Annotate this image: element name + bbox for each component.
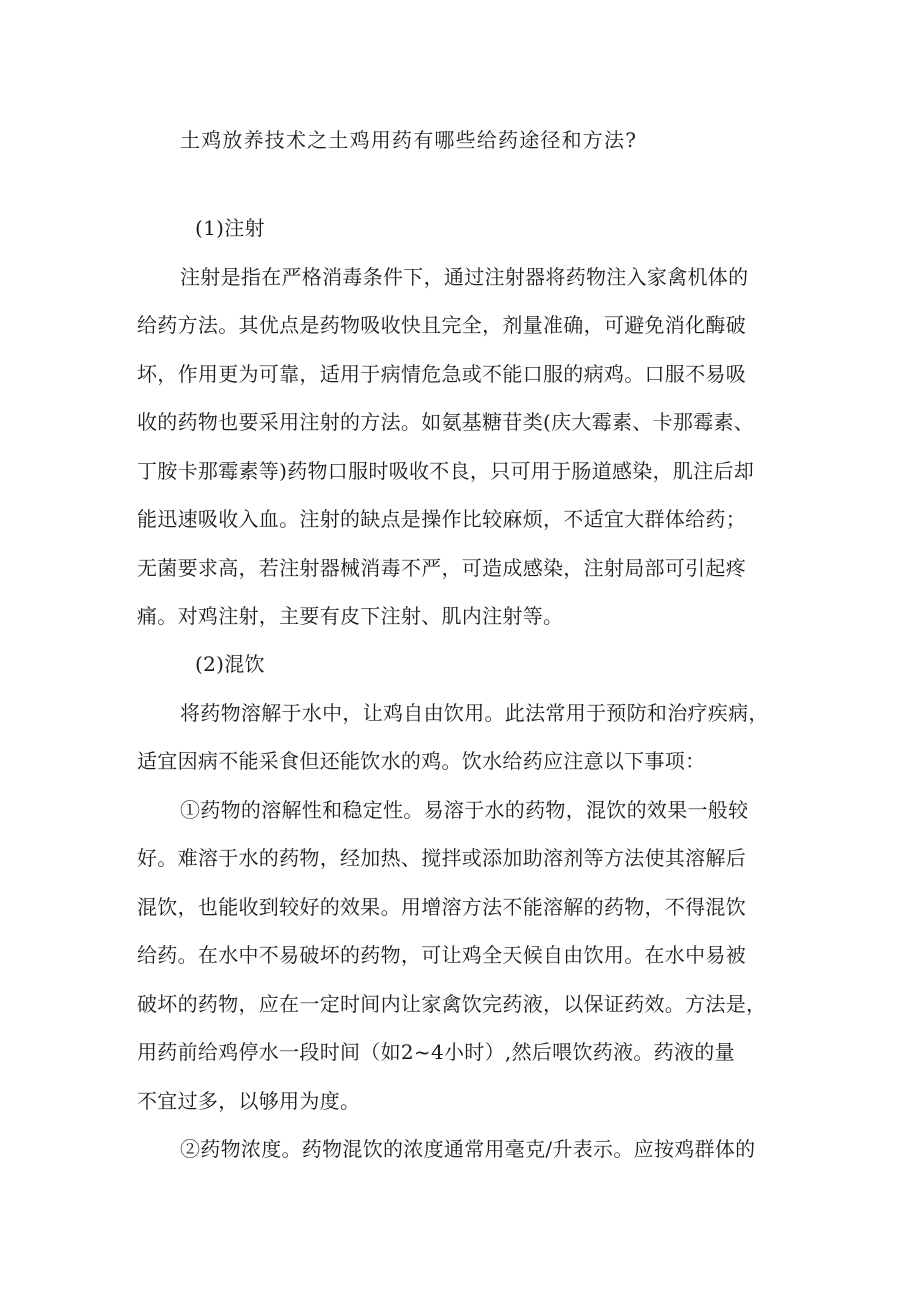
paragraph-line: 丁胺卡那霉素等)药物口服时吸收不良，只可用于肠道感染，肌注后却 [137, 459, 755, 483]
paragraph-line: 注射是指在严格消毒条件下，通过注射器将药物注入家禽机体的 [180, 265, 749, 289]
paragraph-line: 不宜过多，以够用为度。 [137, 1089, 361, 1113]
section-heading-mixed-drinking: (2)混饮 [195, 652, 265, 676]
section-heading-injection: (1)注射 [195, 216, 265, 240]
paragraph-line: 给药方法。其优点是药物吸收快且完全，剂量准确，可避免消化酶破 [137, 313, 746, 337]
document-title: 土鸡放养技术之土鸡用药有哪些给药途径和方法? [180, 128, 638, 152]
paragraph-line: 好。难溶于水的药物，经加热、搅拌或添加助溶剂等方法使其溶解后 [137, 846, 746, 870]
paragraph-line: 给药。在水中不易破坏的药物，可让鸡全天候自由饮用。在水中易被 [137, 943, 746, 967]
paragraph-line: ①药物的溶解性和稳定性。易溶于水的药物，混饮的效果一般较 [180, 798, 749, 822]
paragraph-line: 收的药物也要采用注射的方法。如氨基糖苷类(庆大霉素、卡那霉素、 [137, 410, 755, 434]
paragraph-line: 破坏的药物，应在一定时间内让家禽饮完药液，以保证药效。方法是， [137, 992, 767, 1016]
paragraph-line: 混饮，也能收到较好的效果。用增溶方法不能溶解的药物，不得混饮 [137, 895, 746, 919]
paragraph-line: ②药物浓度。药物混饮的浓度通常用毫克/升表示。应按鸡群体的 [180, 1137, 756, 1161]
paragraph-line: 痛。对鸡注射，主要有皮下注射、肌内注射等。 [137, 604, 564, 628]
paragraph-line: 用药前给鸡停水一段时间（如2~4小时）,然后喂饮药液。药液的量 [137, 1040, 735, 1064]
paragraph-line: 坏，作用更为可靠，适用于病情危急或不能口服的病鸡。口服不易吸 [137, 362, 746, 386]
paragraph-line: 将药物溶解于水中，让鸡自由饮用。此法常用于预防和治疗疾病， [180, 701, 769, 725]
paragraph-line: 无菌要求高，若注射器械消毒不严，可造成感染，注射局部可引起疼 [137, 556, 746, 580]
paragraph-line: 能迅速吸收入血。注射的缺点是操作比较麻烦，不适宜大群体给药； [137, 507, 746, 531]
paragraph-line: 适宜因病不能采食但还能饮水的鸡。饮水给药应注意以下事项： [137, 749, 706, 773]
